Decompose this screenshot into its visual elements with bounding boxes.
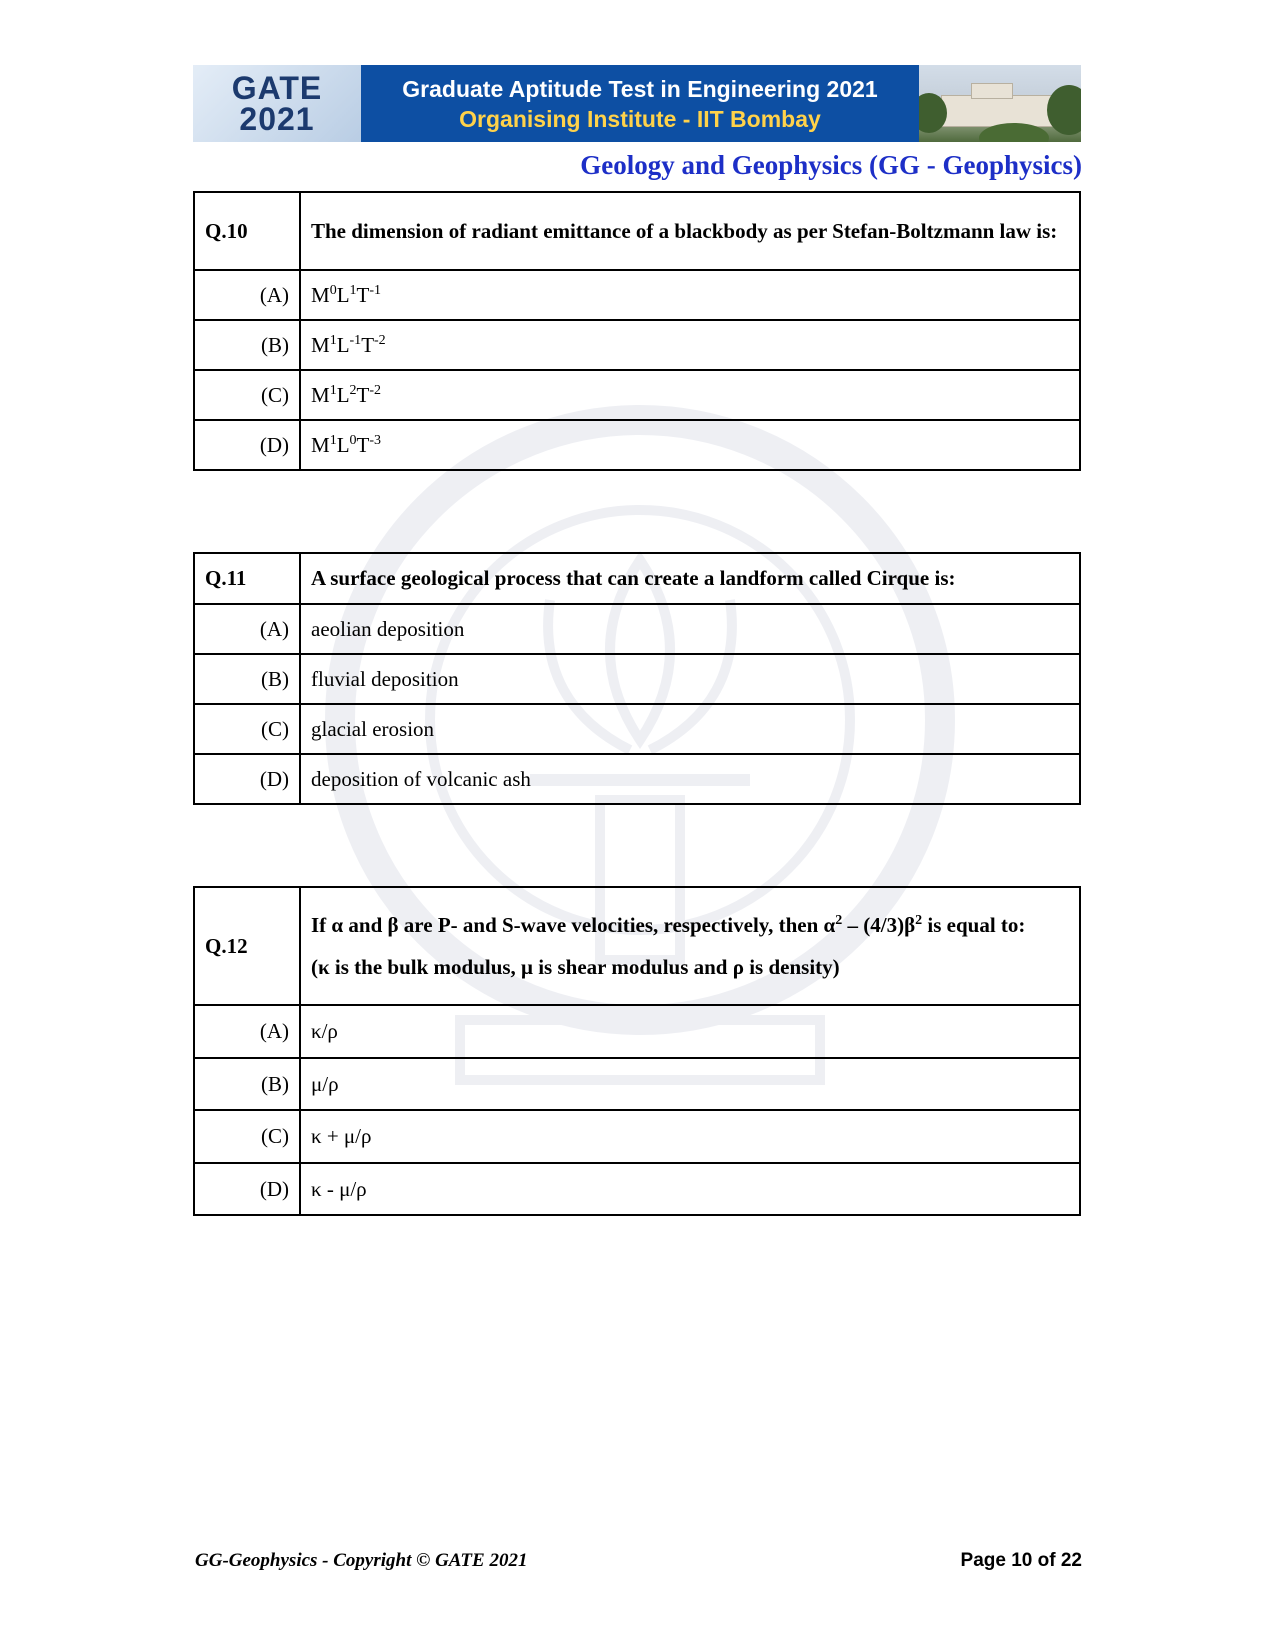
option-text: κ - μ/ρ: [300, 1163, 1080, 1215]
option-text: $M^1L^2T^{-2}$: [300, 370, 1080, 420]
question-number: Q.11: [194, 553, 300, 604]
option-text: μ/ρ: [300, 1058, 1080, 1110]
question-header-row: [194, 887, 1080, 1005]
option-label: (B): [194, 1058, 300, 1110]
option-label: (D): [194, 754, 300, 804]
option-label: (C): [194, 704, 300, 754]
option-row-c[interactable]: [194, 370, 1080, 420]
option-text: $M^1L^0T^{-3}$: [300, 420, 1080, 470]
option-label: (A): [194, 604, 300, 654]
option-label: (C): [194, 1110, 300, 1163]
option-text: deposition of volcanic ash: [300, 754, 1080, 804]
option-text: $M^1L^{-1}T^{-2}$: [300, 320, 1080, 370]
option-label: (C): [194, 370, 300, 420]
option-row-c[interactable]: [194, 1110, 1080, 1163]
question-header-row: [194, 553, 1080, 604]
question-stem: If α and β are P- and S-wave velocities, respectively, then $\alpha^2 - (4/3)\beta^2$ is equal to: (κ is the bulk modulus, μ is shear modulus and ρ is density): [300, 887, 1080, 1005]
footer-copyright: GG-Geophysics - Copyright © GATE 2021: [195, 1550, 528, 1571]
exam-banner: [193, 65, 1081, 142]
question-note: (κ is the bulk modulus, μ is shear modulus and ρ is density): [311, 954, 840, 979]
option-text: $M^0L^1T^{-1}$: [300, 270, 1080, 320]
option-row-b[interactable]: [194, 654, 1080, 704]
option-row-d[interactable]: [194, 420, 1080, 470]
option-row-b[interactable]: [194, 320, 1080, 370]
option-text: glacial erosion: [300, 704, 1080, 754]
option-row-a[interactable]: [194, 604, 1080, 654]
option-label: (D): [194, 1163, 300, 1215]
campus-photo: [919, 65, 1081, 142]
question-number: Q.12: [194, 887, 300, 1005]
question-10: [193, 191, 1081, 471]
option-label: (A): [194, 270, 300, 320]
question-number: Q.10: [194, 192, 300, 270]
option-row-d[interactable]: [194, 754, 1080, 804]
banner-title: Graduate Aptitude Test in Engineering 2021: [402, 75, 878, 102]
banner-institute: Organising Institute - IIT Bombay: [459, 105, 821, 132]
option-row-d[interactable]: [194, 1163, 1080, 1215]
question-stem: A surface geological process that can create a landform called Cirque is:: [300, 553, 1080, 604]
option-label: (B): [194, 320, 300, 370]
option-label: (A): [194, 1005, 300, 1058]
question-header-row: [194, 192, 1080, 270]
option-row-a[interactable]: [194, 270, 1080, 320]
question-12: [193, 886, 1081, 1216]
logo-year: 2021: [239, 100, 315, 137]
option-label: (D): [194, 420, 300, 470]
footer-page-number: Page 10 of 22: [960, 1550, 1082, 1571]
logo-word: GATE: [231, 69, 323, 106]
option-label: (B): [194, 654, 300, 704]
option-row-a[interactable]: [194, 1005, 1080, 1058]
question-11: [193, 552, 1081, 805]
banner-text: [361, 65, 919, 142]
question-stem: The dimension of radiant emittance of a blackbody as per Stefan-Boltzmann law is:: [300, 192, 1080, 270]
option-text: aeolian deposition: [300, 604, 1080, 654]
option-text: κ + μ/ρ: [300, 1110, 1080, 1163]
option-text: κ/ρ: [300, 1005, 1080, 1058]
option-row-b[interactable]: [194, 1058, 1080, 1110]
subject-title: Geology and Geophysics (GG - Geophysics): [580, 150, 1082, 180]
option-row-c[interactable]: [194, 704, 1080, 754]
gate-logo: [193, 65, 361, 142]
option-text: fluvial deposition: [300, 654, 1080, 704]
